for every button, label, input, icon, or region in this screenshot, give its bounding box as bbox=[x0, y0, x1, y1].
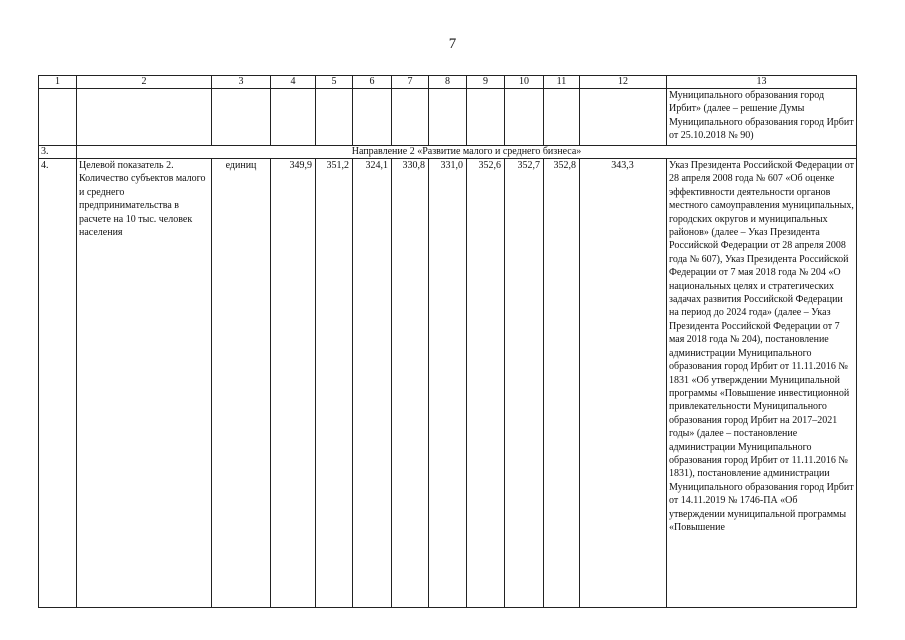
value-cell: 352,6 bbox=[467, 159, 505, 608]
value-cell: 349,9 bbox=[271, 159, 316, 608]
section-title: Направление 2 «Развитие малого и среднего бизнеса» bbox=[77, 146, 857, 159]
page-number: 7 bbox=[448, 36, 457, 52]
header-cell: 1 bbox=[39, 76, 77, 89]
header-cell: 4 bbox=[271, 76, 316, 89]
header-cell: 3 bbox=[212, 76, 271, 89]
legal-basis-cell: Муниципального образования город Ирбит» (далее – решение Думы Муниципального образования город Ирбит от 25.10.2018 № 90) bbox=[667, 89, 857, 146]
value-cell: 352,7 bbox=[505, 159, 544, 608]
header-cell: 11 bbox=[544, 76, 580, 89]
header-cell: 7 bbox=[392, 76, 429, 89]
section-row bbox=[39, 146, 857, 159]
header-cell: 12 bbox=[580, 76, 667, 89]
row-index: 3. bbox=[39, 146, 77, 159]
header-cell: 10 bbox=[505, 76, 544, 89]
row-index: 4. bbox=[39, 159, 77, 608]
header-cell: 13 bbox=[667, 76, 857, 89]
legal-basis-cell: Указ Президента Российской Федерации от 28 апреля 2008 года № 607 «Об оценке эффективности деятельности органов местного самоуправления муниципальных, городских округов и муниципальных районов» (далее – Указ Президента Российской Федерации от 28 апреля 2008 года № 607), Указ Президента Российской Федерации от 7 мая 2018 года № 204 «О национальных целях и стратегических задачах развития Российской Федерации на период до 2024 года» (далее – Указ Президента Российской Федерации от 7 мая 2018 года № 204), постановление администрации Муниципального образования город Ирбит от 11.11.2016 № 1831 «Об утверждении Муниципальной программы «Повышение инвестиционной привлекательности Муниципального образования город Ирбит на 2017–2021 годы» (далее – постановление администрации Муниципального образования город Ирбит от 11.11.2016 № 1831), постановление администрации Муниципального образования город Ирбит от 14.11.2019 № 1746-ПА «Об утверждении муниципальной программы «Повышение bbox=[667, 159, 857, 608]
value-cell: 352,8 bbox=[544, 159, 580, 608]
value-cell: 343,3 bbox=[580, 159, 667, 608]
value-cell: 331,0 bbox=[429, 159, 467, 608]
indicator-table bbox=[38, 75, 857, 608]
header-row bbox=[39, 76, 857, 89]
value-cell: 324,1 bbox=[353, 159, 392, 608]
value-cell: 351,2 bbox=[316, 159, 353, 608]
indicator-name: Целевой показатель 2. Количество субъектов малого и среднего предпринимательства в расчете на 10 тыс. человек населения bbox=[77, 159, 212, 608]
header-cell: 9 bbox=[467, 76, 505, 89]
header-cell: 5 bbox=[316, 76, 353, 89]
header-cell: 8 bbox=[429, 76, 467, 89]
value-cell: 330,8 bbox=[392, 159, 429, 608]
table-row bbox=[39, 159, 857, 608]
unit-cell: единиц bbox=[212, 159, 271, 608]
header-cell: 6 bbox=[353, 76, 392, 89]
continuation-row bbox=[39, 89, 857, 146]
header-cell: 2 bbox=[77, 76, 212, 89]
